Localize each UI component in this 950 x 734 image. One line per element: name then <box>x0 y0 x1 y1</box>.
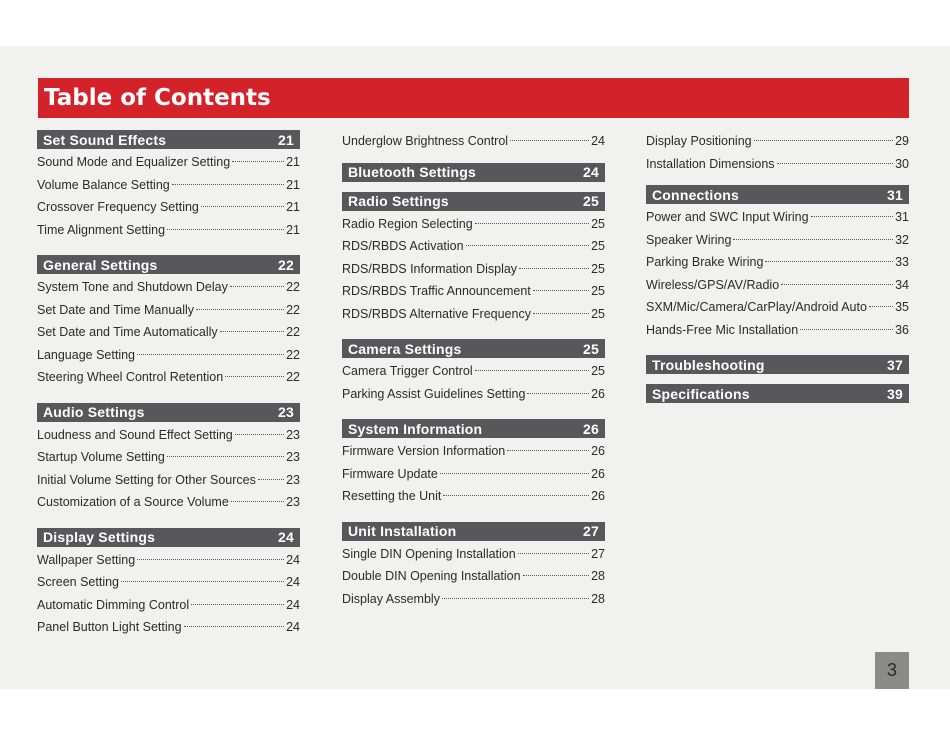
toc-entry-page: 34 <box>895 277 909 292</box>
dot-leader <box>443 495 589 496</box>
toc-entry-label: RDS/RBDS Information Display <box>342 261 518 276</box>
section-entries <box>37 422 300 514</box>
section-page: 39 <box>887 385 903 402</box>
dot-leader <box>442 598 589 599</box>
title-banner <box>38 78 909 118</box>
toc-section <box>646 384 909 403</box>
toc-column-1 <box>37 130 300 639</box>
toc-entry[interactable] <box>646 319 909 342</box>
section-header[interactable] <box>37 403 300 422</box>
toc-entry-page: 25 <box>591 216 605 231</box>
spacer <box>646 374 909 384</box>
section-title: Set Sound Effects <box>43 131 167 148</box>
toc-entry-page: 27 <box>591 546 605 561</box>
dot-leader <box>519 268 589 269</box>
section-header[interactable] <box>37 528 300 547</box>
toc-entry[interactable] <box>342 235 605 258</box>
spacer <box>646 175 909 185</box>
spacer <box>37 389 300 403</box>
dot-leader <box>440 473 589 474</box>
toc-entry[interactable] <box>37 549 300 572</box>
toc-entry-page: 31 <box>895 210 909 224</box>
toc-section <box>37 528 300 639</box>
section-page: 22 <box>278 256 294 273</box>
dot-leader <box>232 161 284 162</box>
section-title: Radio Settings <box>348 193 449 209</box>
toc-entry[interactable] <box>37 491 300 514</box>
toc-entry-page: 22 <box>286 370 300 384</box>
toc-entry-page: 25 <box>591 284 605 298</box>
dot-leader <box>533 290 589 291</box>
toc-entry-page: 26 <box>591 489 605 503</box>
dot-leader <box>754 140 893 141</box>
spacer <box>342 182 605 192</box>
dot-leader <box>201 206 284 207</box>
section-header[interactable] <box>342 419 605 438</box>
toc-entry-page: 28 <box>591 591 605 606</box>
toc-entry-label: Single DIN Opening Installation <box>342 546 516 561</box>
toc-entry[interactable] <box>37 151 300 174</box>
toc-entry-label: Display Assembly <box>342 591 440 606</box>
dot-leader <box>781 284 893 285</box>
section-header[interactable] <box>342 192 605 211</box>
section-header[interactable] <box>646 185 909 204</box>
section-page: 27 <box>583 523 599 539</box>
section-page: 23 <box>278 404 294 420</box>
section-entries <box>37 547 300 639</box>
toc-entry-label: RDS/RBDS Activation <box>342 239 464 253</box>
toc-entry-label: Panel Button Light Setting <box>37 620 182 634</box>
toc-section <box>646 185 909 341</box>
toc-entry-page: 32 <box>895 232 909 247</box>
toc-entry-page: 23 <box>286 495 300 509</box>
dot-leader <box>191 604 284 605</box>
toc-entry[interactable] <box>646 130 909 153</box>
toc-entry[interactable] <box>37 594 300 617</box>
section-title: Specifications <box>652 385 750 402</box>
section-header[interactable] <box>342 163 605 182</box>
dot-leader <box>777 163 894 164</box>
toc-section <box>37 130 300 241</box>
spacer <box>342 405 605 419</box>
page-number: 3 <box>875 652 909 689</box>
toc-entry[interactable] <box>342 258 605 281</box>
toc-entry-page: 22 <box>286 347 300 362</box>
toc-entry[interactable] <box>342 130 605 153</box>
toc-entry-page: 25 <box>591 239 605 253</box>
toc-entry[interactable] <box>646 153 909 176</box>
toc-entry[interactable] <box>646 251 909 274</box>
section-title: Connections <box>652 186 739 203</box>
toc-section <box>646 355 909 374</box>
dot-leader <box>225 376 284 377</box>
toc-entry[interactable] <box>342 280 605 303</box>
toc-entry[interactable] <box>646 206 909 229</box>
toc-entry-page: 21 <box>286 177 300 192</box>
toc-entry-label: Parking Assist Guidelines Setting <box>342 386 526 401</box>
toc-entry-page: 21 <box>286 155 300 169</box>
section-title: Troubleshooting <box>652 356 765 373</box>
toc-entry-label: Firmware Version Information <box>342 444 506 458</box>
toc-entry-label: Steering Wheel Control Retention <box>37 370 224 384</box>
toc-entry-page: 35 <box>895 300 909 314</box>
section-entries <box>37 149 300 241</box>
toc-entry-label: Firmware Update <box>342 466 438 481</box>
toc-entry[interactable] <box>37 321 300 344</box>
toc-entry-page: 28 <box>591 569 605 583</box>
toc-entry[interactable] <box>342 213 605 236</box>
toc-entry-label: Language Setting <box>37 347 136 362</box>
toc-entry-page: 24 <box>286 575 300 589</box>
spacer <box>342 153 605 163</box>
toc-entry[interactable] <box>37 276 300 299</box>
toc-entry[interactable] <box>646 296 909 319</box>
section-entries <box>37 274 300 389</box>
toc-entry[interactable] <box>342 463 605 486</box>
toc-entry-page: 23 <box>286 450 300 464</box>
toc-entry-label: Crossover Frequency Setting <box>37 200 199 214</box>
page-title: Table of Contents <box>44 85 271 111</box>
dot-leader <box>258 479 284 480</box>
toc-entry-label: Wireless/GPS/AV/Radio <box>646 277 780 292</box>
toc-entry-label: Customization of a Source Volume <box>37 495 229 509</box>
dot-leader <box>733 239 893 240</box>
toc-entry-page: 26 <box>591 386 605 401</box>
toc-entry-label: Startup Volume Setting <box>37 450 165 464</box>
toc-section <box>342 419 605 508</box>
section-title: Camera Settings <box>348 340 462 357</box>
toc-entry-label: Time Alignment Setting <box>37 222 166 237</box>
section-entries <box>342 438 605 508</box>
toc-entry[interactable] <box>342 303 605 326</box>
dot-leader <box>235 434 284 435</box>
toc-entry-label: Automatic Dimming Control <box>37 597 190 612</box>
dot-leader <box>137 559 284 560</box>
toc-entry[interactable] <box>342 543 605 566</box>
toc-entry-page: 22 <box>286 325 300 339</box>
toc-entry[interactable] <box>342 440 605 463</box>
toc-entry-page: 26 <box>591 444 605 458</box>
toc-entry-label: Volume Balance Setting <box>37 177 170 192</box>
section-page: 24 <box>583 164 599 180</box>
section-entries <box>342 211 605 326</box>
spacer <box>646 341 909 355</box>
section-title: General Settings <box>43 256 158 273</box>
toc-entry-page: 25 <box>591 261 605 276</box>
toc-entry-page: 25 <box>591 364 605 378</box>
dot-leader <box>475 370 589 371</box>
toc-entry-label: System Tone and Shutdown Delay <box>37 280 228 294</box>
toc-entry[interactable] <box>37 469 300 492</box>
section-title: System Information <box>348 420 483 437</box>
spacer <box>37 514 300 528</box>
toc-section <box>37 255 300 389</box>
dot-leader <box>172 184 284 185</box>
section-page: 25 <box>583 193 599 209</box>
section-header[interactable] <box>342 339 605 358</box>
section-header[interactable] <box>37 130 300 149</box>
toc-entry-page: 21 <box>286 222 300 237</box>
toc-section <box>342 163 605 182</box>
spacer <box>342 325 605 339</box>
section-header[interactable] <box>646 355 909 374</box>
toc-entry-page: 36 <box>895 322 909 337</box>
toc-column-3 <box>646 130 909 403</box>
toc-entry-label: Installation Dimensions <box>646 156 775 171</box>
toc-entry-page: 25 <box>591 306 605 321</box>
toc-entry[interactable] <box>37 299 300 322</box>
toc-entry-label: Speaker Wiring <box>646 232 732 247</box>
toc-entry-page: 30 <box>895 156 909 171</box>
toc-column-2 <box>342 130 605 610</box>
dot-leader <box>184 626 285 627</box>
toc-entry[interactable] <box>342 360 605 383</box>
toc-entry[interactable] <box>37 196 300 219</box>
dot-leader <box>533 313 589 314</box>
toc-entry-page: 29 <box>895 134 909 148</box>
dot-leader <box>196 309 284 310</box>
dot-leader <box>231 501 284 502</box>
toc-entry-page: 24 <box>286 552 300 567</box>
toc-entry-page: 23 <box>286 472 300 487</box>
dot-leader <box>800 329 893 330</box>
toc-entry-label: Resetting the Unit <box>342 489 442 503</box>
dot-leader <box>466 245 590 246</box>
dot-leader <box>510 140 589 141</box>
toc-entry[interactable] <box>646 229 909 252</box>
spacer <box>342 508 605 522</box>
section-page: 26 <box>583 420 599 437</box>
toc-entry-label: Radio Region Selecting <box>342 216 473 231</box>
toc-entry-label: Parking Brake Wiring <box>646 255 764 269</box>
dot-leader <box>220 331 284 332</box>
toc-entry-label: Power and SWC Input Wiring <box>646 210 809 224</box>
section-page: 21 <box>278 131 294 148</box>
toc-entry-page: 22 <box>286 280 300 294</box>
section-entries <box>342 358 605 405</box>
toc-entry-label: Display Positioning <box>646 134 752 148</box>
toc-entry-label: Set Date and Time Manually <box>37 302 195 317</box>
toc-entry[interactable] <box>646 274 909 297</box>
section-page: 24 <box>278 529 294 545</box>
toc-entry[interactable] <box>37 219 300 242</box>
section-title: Audio Settings <box>43 404 145 420</box>
toc-entry[interactable] <box>37 366 300 389</box>
toc-entry[interactable] <box>37 344 300 367</box>
dot-leader <box>137 354 284 355</box>
section-title: Unit Installation <box>348 523 457 539</box>
toc-section <box>37 403 300 514</box>
toc-section <box>342 522 605 611</box>
dot-leader <box>121 581 284 582</box>
toc-entry-label: Underglow Brightness Control <box>342 134 509 148</box>
dot-leader <box>765 261 893 262</box>
toc-entry-label: Screen Setting <box>37 575 119 589</box>
toc-entry[interactable] <box>342 565 605 588</box>
dot-leader <box>527 393 589 394</box>
toc-entry-page: 33 <box>895 255 909 269</box>
toc-entry-page: 23 <box>286 427 300 442</box>
section-title: Display Settings <box>43 529 156 545</box>
section-page: 25 <box>583 340 599 357</box>
toc-section <box>342 192 605 326</box>
section-header[interactable] <box>342 522 605 541</box>
section-page: 37 <box>887 356 903 373</box>
toc-entry-label: SXM/Mic/Camera/CarPlay/Android Auto <box>646 300 867 314</box>
toc-entry-label: Set Date and Time Automatically <box>37 325 218 339</box>
section-title: Bluetooth Settings <box>348 164 477 180</box>
dot-leader <box>475 223 589 224</box>
toc-entry-label: RDS/RBDS Traffic Announcement <box>342 284 531 298</box>
toc-entry-page: 24 <box>286 620 300 634</box>
section-header[interactable] <box>646 384 909 403</box>
dot-leader <box>811 216 894 217</box>
toc-entry-label: Wallpaper Setting <box>37 552 136 567</box>
toc-entry[interactable] <box>342 588 605 611</box>
toc-entry[interactable] <box>37 424 300 447</box>
dot-leader <box>869 306 893 307</box>
toc-entry[interactable] <box>37 446 300 469</box>
toc-entry-page: 21 <box>286 200 300 214</box>
dot-leader <box>167 229 284 230</box>
toc-entry[interactable] <box>37 616 300 639</box>
toc-entry[interactable] <box>342 485 605 508</box>
dot-leader <box>167 456 284 457</box>
dot-leader <box>518 553 589 554</box>
toc-entry-label: Double DIN Opening Installation <box>342 569 521 583</box>
dot-leader <box>523 575 590 576</box>
toc-entry-label: Hands-Free Mic Installation <box>646 322 799 337</box>
toc-entry-label: Initial Volume Setting for Other Sources <box>37 472 256 487</box>
toc-entry-label: RDS/RBDS Alternative Frequency <box>342 306 531 321</box>
dot-leader <box>230 286 284 287</box>
toc-entry-page: 24 <box>591 134 605 148</box>
toc-entry-page: 26 <box>591 466 605 481</box>
spacer <box>37 241 300 255</box>
dot-leader <box>507 450 589 451</box>
toc-entry-label: Sound Mode and Equalizer Setting <box>37 155 231 169</box>
toc-entry[interactable] <box>342 383 605 406</box>
toc-entry[interactable] <box>37 174 300 197</box>
toc-entry-page: 22 <box>286 302 300 317</box>
section-page: 31 <box>887 186 903 203</box>
toc-entry[interactable] <box>37 571 300 594</box>
section-entries <box>342 541 605 611</box>
toc-section <box>342 339 605 405</box>
toc-entry-label: Loudness and Sound Effect Setting <box>37 427 233 442</box>
section-header[interactable] <box>37 255 300 274</box>
toc-entry-page: 24 <box>286 597 300 612</box>
document-page <box>0 46 950 689</box>
section-entries <box>646 204 909 341</box>
toc-entry-label: Camera Trigger Control <box>342 364 473 378</box>
